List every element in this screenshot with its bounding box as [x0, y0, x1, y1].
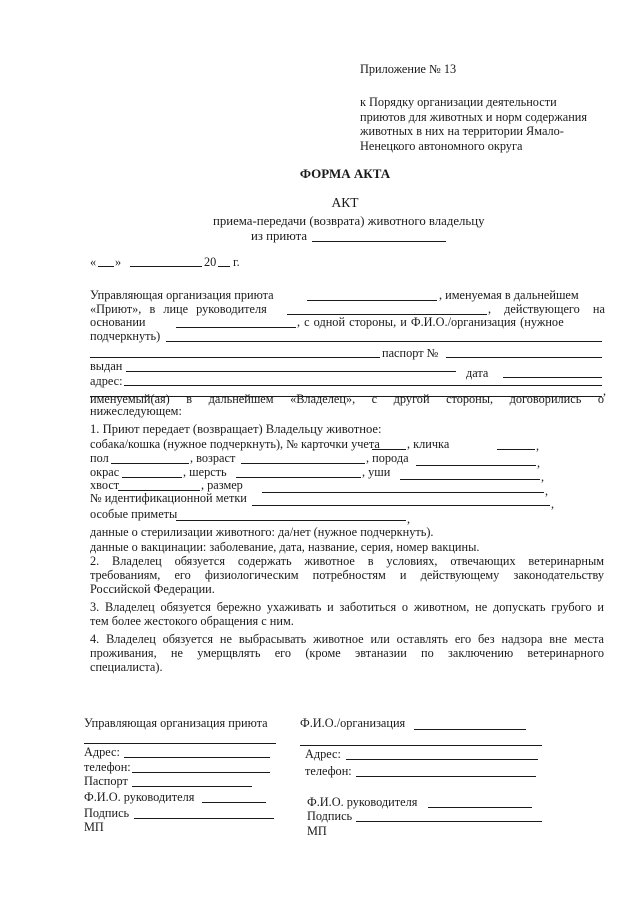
parties-l4: подчеркнуть)	[90, 329, 161, 343]
header-line-4: Ненецкого автономного округа	[360, 138, 523, 153]
sig-left-phone-line[interactable]	[132, 772, 270, 773]
date-label: дата	[466, 366, 489, 380]
form-title: ФОРМА АКТА	[299, 166, 391, 181]
owner-name-line-1[interactable]	[166, 341, 602, 342]
color-line[interactable]	[122, 477, 182, 478]
chip-comma: ,	[551, 497, 555, 511]
sig-left-head: Ф.И.О. руководителя	[84, 790, 195, 804]
nickname-label: , кличка	[407, 437, 450, 451]
date-close-quote: »	[115, 255, 122, 269]
basis-line[interactable]	[176, 327, 296, 328]
sig-right-org-line[interactable]	[414, 729, 526, 730]
item4-line-1: 4. Владелец обязуется не выбрасывать животное или оставлять его без надзора вне места	[90, 632, 604, 646]
sig-right-head: Ф.И.О. руководителя	[307, 795, 418, 809]
sig-right-head-line[interactable]	[428, 807, 532, 808]
nickname-line[interactable]	[497, 449, 535, 450]
issued-label: выдан	[90, 359, 123, 373]
sig-right-signature: Подпись	[307, 809, 353, 823]
sig-right-seal: МП	[307, 824, 327, 838]
shelter-org-line[interactable]	[307, 300, 437, 301]
item4-line-2: проживания, не умерщвлять его (кроме эвтаназии по заключению ветеринарного	[90, 646, 604, 660]
sig-right-phone-line[interactable]	[356, 776, 536, 777]
age-line[interactable]	[241, 463, 365, 464]
parties-l1-b: , именуемая в дальнейшем	[439, 288, 579, 302]
item2-line-1: 2. Владелец обязуется содержать животное в условиях, отвечающих ветеринарным	[90, 554, 604, 568]
card-number-line[interactable]	[372, 449, 406, 450]
ears-comma: ,	[541, 470, 545, 484]
address-comma: ,	[603, 384, 607, 398]
sig-left-seal: МП	[84, 820, 104, 834]
day-line[interactable]	[98, 266, 114, 267]
sig-left-address: Адрес:	[84, 745, 120, 759]
month-line[interactable]	[130, 266, 202, 267]
sex-line[interactable]	[111, 463, 189, 464]
sig-right-address: Адрес:	[305, 747, 341, 761]
issued-line[interactable]	[126, 371, 456, 372]
special-line[interactable]	[176, 520, 406, 521]
sig-left-phone: телефон:	[84, 760, 131, 774]
item4-line-3: специалиста).	[90, 660, 163, 674]
sig-left-address-line[interactable]	[124, 757, 270, 758]
parties-l3-b: , с одной стороны, и Ф.И.О./организация (нужное	[297, 315, 564, 329]
color-label: окрас	[90, 465, 120, 479]
parties-l1-a: Управляющая организация приюта	[90, 288, 274, 302]
parties-below: нижеследующем:	[90, 404, 182, 418]
sterilization-text: данные о стерилизации животного: да/нет (нужное подчеркнуть).	[90, 525, 434, 539]
parties-l2-b: , действующего на	[488, 302, 605, 316]
parties-named: именуемый(ая) в дальнейшем «Владелец», с другой стороны, договорились о	[90, 392, 604, 406]
item1-intro: 1. Приют передает (возвращает) Владельцу животное:	[90, 422, 382, 436]
sig-left-signature: Подпись	[84, 806, 130, 820]
sig-left-head-line[interactable]	[202, 802, 266, 803]
item3-line-2: тем более жестокого обращения с ним.	[90, 614, 294, 628]
act-title: АКТ	[331, 195, 359, 210]
special-label: особые приметы	[90, 507, 178, 521]
size-line[interactable]	[262, 492, 544, 493]
age-label: , возраст	[190, 451, 236, 465]
breed-label: , порода	[366, 451, 409, 465]
breed-line[interactable]	[416, 465, 536, 466]
special-comma: ,	[407, 512, 411, 526]
parties-l2-a: «Приют», в лице руководителя	[90, 302, 267, 316]
passport-line[interactable]	[446, 357, 602, 358]
header-line-2: приютов для животных и норм содержания	[360, 109, 588, 124]
chip-label: № идентификационной метки	[90, 491, 247, 505]
address-line-1[interactable]	[124, 385, 602, 386]
fur-line[interactable]	[236, 477, 361, 478]
year-line[interactable]	[218, 266, 230, 267]
issued-date-line[interactable]	[503, 377, 602, 378]
from-shelter-label: из приюта	[251, 229, 308, 243]
ears-label: , уши	[362, 465, 391, 479]
date-open-quote: «	[90, 255, 97, 269]
sex-label: пол	[90, 451, 109, 465]
breed-comma: ,	[537, 456, 541, 470]
act-subtitle: приема-передачи (возврата) животного владельцу	[213, 214, 485, 228]
species-label: собака/кошка (нужное подчеркнуть), № карточки учета	[90, 437, 380, 451]
ears-line[interactable]	[400, 479, 540, 480]
address-label: адрес:	[90, 374, 123, 388]
appendix-number: Приложение № 13	[360, 62, 457, 76]
sig-left-org-line[interactable]	[84, 743, 276, 744]
shelter-name-line[interactable]	[312, 241, 446, 242]
sig-left-passport-line[interactable]	[132, 786, 252, 787]
sig-right-address-line[interactable]	[346, 759, 538, 760]
year-prefix: 20	[204, 255, 217, 269]
size-label: , размер	[201, 478, 243, 492]
sig-right-org: Ф.И.О./организация	[300, 716, 406, 730]
owner-name-line-2[interactable]	[90, 357, 380, 358]
item2-line-3: Российской Федерации.	[90, 582, 215, 596]
sig-right-phone: телефон:	[305, 764, 352, 778]
sig-left-org: Управляющая организация приюта	[84, 716, 268, 730]
vaccination-text: данные о вакцинации: заболевание, дата, название, серия, номер вакцины.	[90, 540, 480, 554]
passport-label: паспорт №	[382, 346, 439, 360]
tail-label: хвост	[90, 478, 120, 492]
sig-right-signature-line[interactable]	[356, 821, 542, 822]
item3-line-1: 3. Владелец обязуется бережно ухаживать и заботиться о животном, не допускать грубого и	[90, 600, 604, 614]
header-line-1: к Порядку организации деятельности	[360, 95, 557, 109]
year-suffix: г.	[233, 255, 240, 269]
item2-line-2: требованиям, его физиологическим потребностям и действующему законодательству	[90, 568, 604, 582]
nickname-comma: ,	[536, 439, 540, 453]
header-line-3: животных в них на территории Ямало-	[360, 124, 564, 138]
fur-label: , шерсть	[183, 465, 227, 479]
parties-l3-a: основании	[90, 315, 146, 329]
sig-left-signature-line[interactable]	[134, 818, 274, 819]
chip-line[interactable]	[252, 505, 550, 506]
sig-right-org-line-2[interactable]	[300, 745, 542, 746]
sig-left-passport: Паспорт	[84, 774, 128, 788]
size-comma: ,	[545, 484, 549, 498]
